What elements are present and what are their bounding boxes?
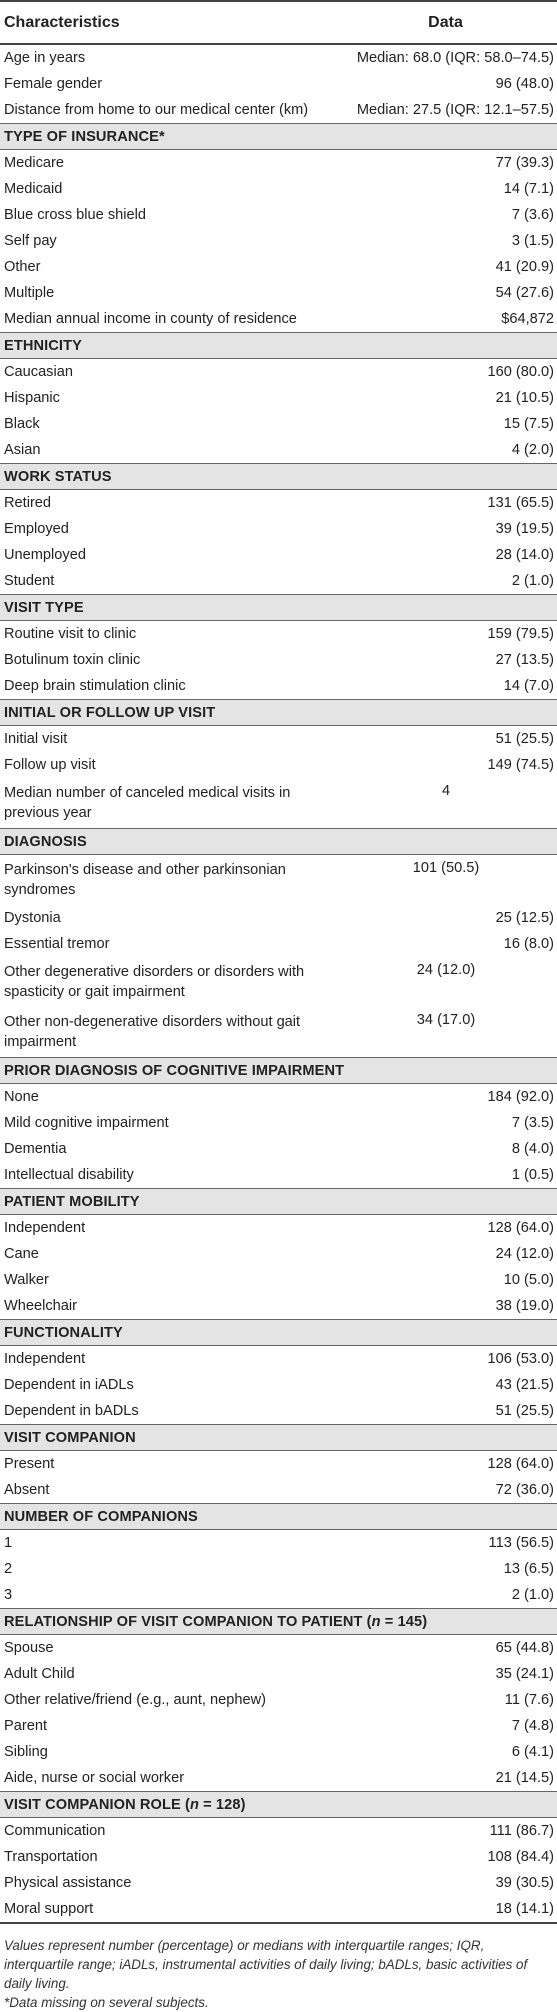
section-header-n-symbol: n	[371, 1613, 381, 1630]
characteristic-value: 7 (3.6)	[511, 207, 554, 223]
characteristic-value: 96 (48.0)	[495, 76, 554, 92]
characteristic-label: Hispanic	[4, 390, 60, 406]
section-header-row	[0, 124, 557, 150]
table-row	[0, 44, 557, 71]
table-row	[0, 1661, 557, 1687]
table-row	[0, 1687, 557, 1713]
table-row	[0, 1110, 557, 1136]
characteristic-value: $64,872	[501, 311, 554, 327]
characteristic-value: 51 (25.5)	[495, 731, 554, 747]
table-row	[0, 359, 557, 386]
characteristic-value: 1 (0.5)	[511, 1167, 554, 1183]
characteristic-label: Follow up visit	[4, 757, 96, 773]
section-header-label: DIAGNOSIS	[4, 833, 87, 850]
section-header	[0, 1609, 557, 1635]
table-row	[0, 202, 557, 228]
header-data: Data	[334, 1, 557, 44]
table-row	[0, 1818, 557, 1845]
characteristic-value: 14 (7.0)	[503, 678, 554, 694]
characteristic-value: 21 (14.5)	[495, 1770, 554, 1786]
table-row	[0, 1136, 557, 1162]
characteristic-label: Multiple	[4, 285, 55, 301]
table-row	[0, 621, 557, 648]
table-row	[0, 1870, 557, 1896]
characteristic-value: 54 (27.6)	[495, 285, 554, 301]
characteristic-label: Physical assistance	[4, 1875, 132, 1891]
table-row	[0, 228, 557, 254]
section-header	[0, 700, 557, 726]
characteristic-value: 2 (1.0)	[511, 573, 554, 589]
characteristic-value: 41 (20.9)	[495, 259, 554, 275]
characteristic-label: Blue cross blue shield	[4, 207, 146, 223]
characteristic-label: Moral support	[0, 1896, 334, 1923]
characteristic-value: 128 (64.0)	[487, 1456, 554, 1472]
section-header-label: RELATIONSHIP OF VISIT COMPANION TO PATIENT (	[4, 1613, 372, 1630]
table-body	[0, 44, 557, 1923]
section-header	[0, 829, 557, 855]
characteristic-value: 39 (19.5)	[495, 521, 554, 537]
characteristic-value: 25 (12.5)	[495, 910, 554, 926]
table-row	[0, 306, 557, 333]
section-header-row	[0, 1058, 557, 1084]
table-row	[0, 1896, 557, 1923]
characteristic-value: 113 (56.5)	[488, 1535, 554, 1551]
characteristic-label: Other relative/friend (e.g., aunt, nephew)	[4, 1692, 267, 1708]
characteristic-value: 7 (4.8)	[511, 1718, 554, 1734]
characteristic-label: Cane	[4, 1246, 39, 1262]
table-row	[0, 1765, 557, 1792]
characteristic-label: Dystonia	[4, 910, 61, 926]
section-header-row	[0, 1609, 557, 1635]
table-row	[0, 1635, 557, 1662]
characteristic-value: 11 (7.6)	[504, 1692, 554, 1708]
characteristic-value: 159 (79.5)	[487, 626, 554, 642]
characteristic-value: 131 (65.5)	[487, 495, 554, 511]
table-row	[0, 280, 557, 306]
section-header	[0, 1792, 557, 1818]
table-row	[0, 1084, 557, 1111]
characteristic-value: 149 (74.5)	[487, 757, 554, 773]
characteristic-value: 16 (8.0)	[503, 936, 554, 952]
table-row	[0, 437, 557, 464]
characteristic-value: 111 (86.7)	[489, 1823, 554, 1839]
characteristic-value: 4 (2.0)	[511, 442, 554, 458]
section-header-label: ETHNICITY	[4, 337, 82, 354]
table-row	[0, 673, 557, 700]
section-header	[0, 124, 557, 150]
characteristic-label: Routine visit to clinic	[4, 626, 137, 642]
table-row	[0, 1007, 557, 1058]
section-header-label: PATIENT MOBILITY	[4, 1193, 140, 1210]
table-row	[0, 254, 557, 280]
table-row	[0, 1713, 557, 1739]
section-header-row	[0, 1320, 557, 1346]
section-header-row	[0, 464, 557, 490]
table-row	[0, 1739, 557, 1765]
characteristic-label: Initial visit	[4, 731, 68, 747]
section-header-n-symbol: n	[189, 1796, 199, 1813]
section-header-label: NUMBER OF COMPANIONS	[4, 1508, 198, 1525]
section-header-row	[0, 1792, 557, 1818]
characteristic-label: Absent	[4, 1482, 50, 1498]
table-header	[0, 1, 557, 44]
section-header	[0, 333, 557, 359]
characteristic-value: 28 (14.0)	[495, 547, 554, 563]
section-header-row	[0, 1425, 557, 1451]
section-header-row	[0, 1504, 557, 1530]
characteristic-value: 184 (92.0)	[487, 1089, 554, 1105]
characteristic-value: 51 (25.5)	[495, 1403, 554, 1419]
characteristic-label: Female gender	[4, 76, 103, 92]
characteristic-label: Caucasian	[4, 364, 73, 380]
characteristic-label: Black	[4, 416, 40, 432]
characteristic-label: Aide, nurse or social worker	[4, 1770, 185, 1786]
table-row	[0, 1398, 557, 1425]
characteristic-label: Retired	[4, 495, 52, 511]
table-row	[0, 1162, 557, 1189]
characteristic-value: 21 (10.5)	[495, 390, 554, 406]
table-row	[0, 752, 557, 778]
characteristic-label: None	[4, 1089, 39, 1105]
characteristic-value: Median: 68.0 (IQR: 58.0–74.5)	[356, 50, 554, 66]
characteristic-label: Walker	[4, 1272, 49, 1288]
section-header-label: VISIT COMPANION	[4, 1429, 136, 1446]
table-row	[0, 957, 557, 1007]
characteristic-label: Communication	[4, 1823, 106, 1839]
table-row	[0, 778, 557, 829]
section-header-label: TYPE OF INSURANCE*	[4, 128, 165, 145]
characteristic-value: 65 (44.8)	[495, 1640, 554, 1656]
characteristic-value: 77 (39.3)	[495, 155, 554, 171]
characteristic-label: Botulinum toxin clinic	[4, 652, 141, 668]
table-row	[0, 855, 557, 906]
table-row	[0, 931, 557, 957]
section-header-row	[0, 595, 557, 621]
characteristic-label: Median number of canceled medical visits in previous year	[4, 785, 291, 821]
characteristic-label: Unemployed	[4, 547, 86, 563]
characteristic-label: Other non-degenerative disorders without gait impairment	[4, 1014, 301, 1050]
table-row	[0, 490, 557, 517]
table-row	[0, 1844, 557, 1870]
table-row	[0, 176, 557, 202]
table-row	[0, 1346, 557, 1373]
table-row	[0, 411, 557, 437]
characteristic-value: 38 (19.0)	[495, 1298, 554, 1314]
characteristic-label: Dependent in bADLs	[4, 1403, 139, 1419]
characteristic-value: 2 (1.0)	[511, 1587, 554, 1603]
characteristic-label: Other	[4, 259, 41, 275]
table-row	[0, 647, 557, 673]
footnote-missing-data: *Data missing on several subjects.	[4, 1995, 209, 2010]
characteristic-value: 15 (7.5)	[503, 416, 554, 432]
characteristic-value: 4	[441, 783, 451, 799]
characteristic-value: 101 (50.5)	[412, 860, 480, 876]
characteristic-value: 128 (64.0)	[487, 1220, 554, 1236]
characteristic-value: 34 (17.0)	[416, 1012, 476, 1028]
table-row	[0, 1267, 557, 1293]
section-header	[0, 1425, 557, 1451]
characteristic-value: 3 (1.5)	[511, 233, 554, 249]
section-header-row	[0, 829, 557, 855]
table-row	[0, 1372, 557, 1398]
section-header-row	[0, 1189, 557, 1215]
section-header-label: FUNCTIONALITY	[4, 1324, 123, 1341]
section-header-label: INITIAL OR FOLLOW UP VISIT	[4, 704, 216, 721]
section-header-label: VISIT TYPE	[4, 599, 84, 616]
table-row	[0, 1530, 557, 1557]
characteristic-value: 39 (30.5)	[495, 1875, 554, 1891]
characteristic-label: 3	[4, 1587, 13, 1603]
table-row	[0, 1451, 557, 1478]
characteristic-value: 108 (84.4)	[487, 1849, 554, 1865]
table-row	[0, 905, 557, 931]
characteristic-label: Dementia	[4, 1141, 67, 1157]
section-header	[0, 1189, 557, 1215]
characteristic-label: Transportation	[4, 1849, 98, 1865]
characteristic-label: Medicare	[4, 155, 65, 171]
table-row	[0, 1241, 557, 1267]
table-row	[0, 726, 557, 753]
characteristic-value: 24 (12.0)	[495, 1246, 554, 1262]
table-row	[0, 1477, 557, 1504]
characteristic-value: 8 (4.0)	[511, 1141, 554, 1157]
characteristic-label: 1	[4, 1535, 13, 1551]
table-row	[0, 97, 557, 124]
table-row	[0, 71, 557, 97]
section-header-label: VISIT COMPANION ROLE (	[4, 1796, 190, 1813]
characteristic-value: 18 (14.1)	[334, 1896, 557, 1923]
characteristic-label: Parent	[4, 1718, 47, 1734]
footnote-abbreviations: Values represent number (percentage) or medians with interquartile ranges; IQR, interquartile range; iADLs, instrumental activities of daily living; bADLs, basic activities of daily living.	[4, 1938, 528, 1991]
section-header-n-count: = 128)	[199, 1796, 246, 1813]
characteristic-label: Employed	[4, 521, 69, 537]
characteristic-value: 6 (4.1)	[511, 1744, 554, 1760]
characteristic-label: Essential tremor	[4, 936, 110, 952]
characteristic-label: Independent	[4, 1351, 86, 1367]
characteristic-label: Intellectual disability	[4, 1167, 134, 1183]
section-header-n-count: = 145)	[380, 1613, 428, 1630]
characteristic-value: 27 (13.5)	[495, 652, 554, 668]
characteristic-label: Present	[4, 1456, 55, 1472]
characteristic-label: Other degenerative disorders or disorders with spasticity or gait impairment	[4, 964, 305, 1000]
characteristic-value: 13 (6.5)	[503, 1561, 554, 1577]
section-header-row	[0, 333, 557, 359]
characteristic-label: Distance from home to our medical center (km)	[4, 102, 309, 118]
characteristic-label: Self pay	[4, 233, 57, 249]
characteristic-value: Median: 27.5 (IQR: 12.1–57.5)	[356, 102, 554, 118]
table-row	[0, 150, 557, 177]
characteristic-label: Age in years	[4, 50, 86, 66]
characteristic-label: Dependent in iADLs	[4, 1377, 134, 1393]
section-header	[0, 1058, 557, 1084]
characteristic-value: 24 (12.0)	[416, 962, 476, 978]
characteristic-value: 10 (5.0)	[503, 1272, 554, 1288]
header-characteristics: Characteristics	[0, 1, 334, 44]
characteristic-label: Student	[4, 573, 55, 589]
table-row	[0, 516, 557, 542]
characteristic-label: Parkinson's disease and other parkinsonian syndromes	[4, 862, 286, 898]
characteristic-label: Wheelchair	[4, 1298, 77, 1314]
section-header-row	[0, 700, 557, 726]
section-header	[0, 595, 557, 621]
characteristic-label: Adult Child	[4, 1666, 75, 1682]
table-row	[0, 1556, 557, 1582]
characteristic-label: Median annual income in county of residence	[4, 311, 297, 327]
table-row	[0, 568, 557, 595]
section-header	[0, 464, 557, 490]
characteristic-label: Deep brain stimulation clinic	[4, 678, 186, 694]
characteristic-label: Spouse	[4, 1640, 54, 1656]
section-header-label: PRIOR DIAGNOSIS OF COGNITIVE IMPAIRMENT	[4, 1062, 345, 1079]
characteristic-label: Sibling	[4, 1744, 48, 1760]
table-row	[0, 385, 557, 411]
table-row	[0, 1293, 557, 1320]
section-header	[0, 1504, 557, 1530]
characteristic-label: Mild cognitive impairment	[4, 1115, 169, 1131]
characteristic-label: Asian	[4, 442, 41, 458]
section-header-label: WORK STATUS	[4, 468, 112, 485]
section-header	[0, 1320, 557, 1346]
characteristic-label: Medicaid	[4, 181, 63, 197]
table-row	[0, 542, 557, 568]
table-row	[0, 1215, 557, 1242]
characteristic-value: 35 (24.1)	[495, 1666, 554, 1682]
characteristic-value: 43 (21.5)	[495, 1377, 554, 1393]
table-row	[0, 1582, 557, 1609]
characteristic-value: 72 (36.0)	[495, 1482, 554, 1498]
characteristic-value: 160 (80.0)	[487, 364, 554, 380]
table-footnotes	[0, 1924, 557, 2012]
characteristic-value: 106 (53.0)	[487, 1351, 554, 1367]
characteristic-label: 2	[4, 1561, 13, 1577]
characteristic-label: Independent	[4, 1220, 86, 1236]
characteristic-value: 14 (7.1)	[503, 181, 554, 197]
header-row	[0, 1, 557, 44]
characteristic-value: 7 (3.5)	[511, 1115, 554, 1131]
